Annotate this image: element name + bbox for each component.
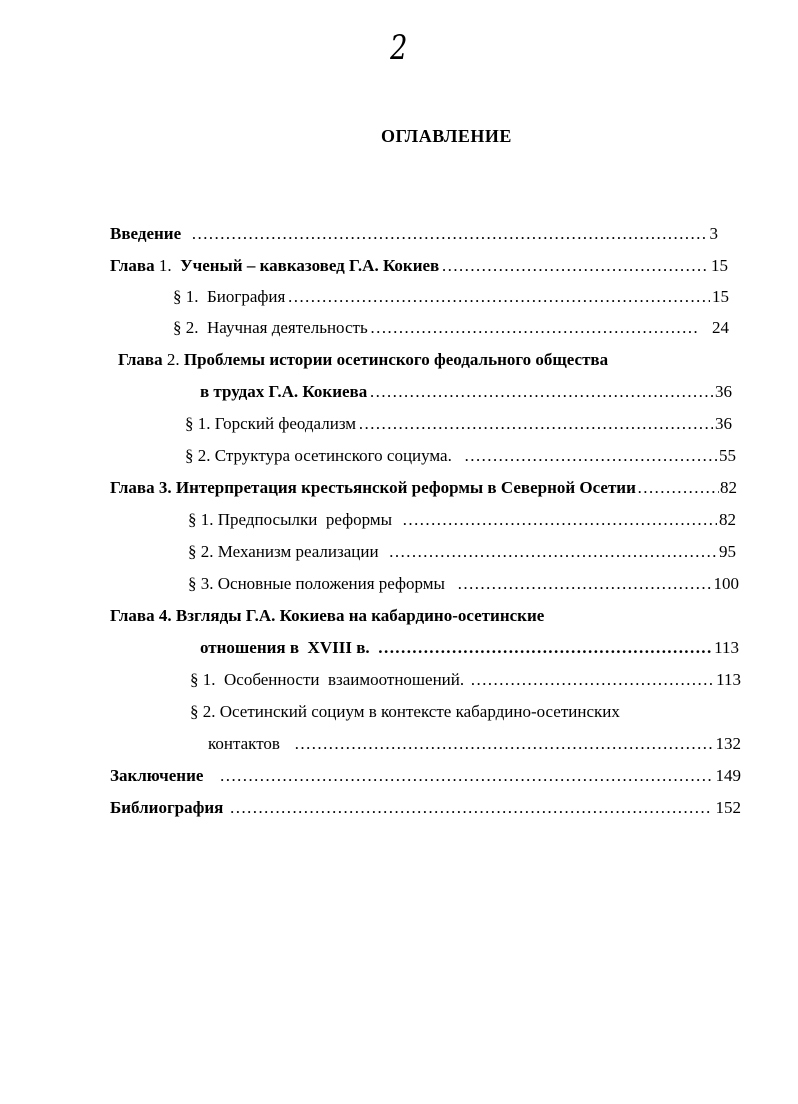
toc-label: § 1. Биография (173, 287, 286, 306)
dot-leader (287, 285, 710, 309)
toc-entry-chapter-2[interactable] (118, 348, 718, 372)
toc-entry-chapter-4-section-2-continued[interactable] (208, 732, 741, 756)
toc-entry-chapter-2-section-2[interactable] (185, 444, 736, 468)
toc-page: 55 (719, 446, 736, 465)
page-title: ОГЛАВЛЕНИЕ (381, 126, 512, 146)
toc-label: контактов (208, 734, 280, 753)
toc-label-number: 2. (162, 350, 184, 369)
dot-leader (457, 572, 712, 596)
dot-leader (378, 636, 713, 660)
toc-label: § 3. Основные положения реформы (188, 574, 445, 593)
toc-label: § 2. Структура осетинского социума. (185, 446, 452, 465)
toc-label: Библиография (110, 798, 224, 817)
dot-leader (369, 380, 713, 404)
toc-label: Глава 3. Интерпретация крестьянской реформы в Северной Осетии (110, 478, 636, 497)
toc-label: § 1. Особенности взаимоотношений. (190, 670, 465, 689)
toc-page: 82 (719, 510, 736, 529)
toc-entry-chapter-3-section-2[interactable] (188, 540, 736, 564)
toc-entry-chapter-2-section-1[interactable] (185, 412, 732, 436)
toc-entry-bibliography[interactable] (110, 796, 741, 820)
toc-page: 24 (712, 318, 729, 337)
toc-label: § 1. Горский феодализм (185, 414, 357, 433)
toc-label: Глава 4. Взгляды Г.А. Кокиева на кабардино-осетинские (110, 606, 545, 625)
toc-entry-chapter-2-continued[interactable] (200, 380, 732, 404)
dot-leader (294, 732, 714, 756)
toc-label-number: 1. (154, 256, 181, 275)
toc-label: § 2. Научная деятельность (173, 318, 368, 337)
toc-page: 95 (719, 542, 736, 561)
toc-page: 100 (713, 574, 739, 593)
toc-label: отношения в XVIII в. (200, 638, 370, 657)
toc-page: 15 (711, 256, 728, 275)
dot-leader (389, 540, 717, 564)
toc-page: 3 (709, 224, 718, 243)
toc-label: в трудах Г.А. Кокиева (200, 382, 368, 401)
toc-page: 132 (715, 734, 741, 753)
toc-entry-chapter-1-section-2[interactable] (173, 316, 729, 340)
toc-entry-chapter-4-continued[interactable] (200, 636, 739, 660)
toc-label-title: Проблемы истории осетинского феодального общества (183, 350, 609, 369)
toc-entry-intro[interactable] (110, 222, 718, 246)
toc-label: § 2. Механизм реализации (188, 542, 379, 561)
dot-leader (637, 476, 719, 500)
dot-leader (402, 508, 717, 532)
dot-leader (191, 222, 707, 246)
toc-page: 36 (715, 382, 732, 401)
dot-leader (441, 254, 709, 278)
toc-label: Заключение (110, 766, 204, 785)
toc-label-chapter: Глава (118, 350, 163, 369)
toc-page: 82 (720, 478, 737, 497)
dot-leader (370, 316, 700, 340)
toc-page: 152 (715, 798, 741, 817)
toc-entry-chapter-1[interactable] (110, 254, 728, 278)
toc-label: Введение (110, 224, 182, 243)
toc-label-title: Ученый – кавказовед Г.А. Кокиев (180, 256, 440, 275)
toc-entry-chapter-3[interactable] (110, 476, 737, 500)
toc-label: § 2. Осетинский социум в контексте кабардино-осетинских (190, 702, 620, 721)
toc-label: § 1. Предпосылки реформы (188, 510, 393, 529)
toc-label-chapter: Глава (110, 256, 155, 275)
toc-page: 149 (715, 766, 741, 785)
toc-entry-chapter-4[interactable] (110, 604, 710, 628)
toc-entry-conclusion[interactable] (110, 764, 741, 788)
toc-entry-chapter-3-section-1[interactable] (188, 508, 736, 532)
toc-page: 15 (712, 287, 729, 306)
toc-page: 113 (714, 638, 739, 657)
toc-page: 36 (715, 414, 732, 433)
toc-entry-chapter-3-section-3[interactable] (188, 572, 739, 596)
dot-leader (464, 444, 717, 468)
dot-leader (358, 412, 713, 436)
toc-entry-chapter-4-section-1[interactable] (190, 668, 741, 692)
dot-leader (229, 796, 711, 820)
dot-leader (219, 764, 713, 788)
handwritten-page-number: 2 (390, 28, 408, 68)
toc-entry-chapter-4-section-2[interactable] (190, 700, 710, 724)
dot-leader (470, 668, 714, 692)
toc-entry-chapter-1-section-1[interactable] (173, 285, 729, 309)
toc-page: 113 (716, 670, 741, 689)
